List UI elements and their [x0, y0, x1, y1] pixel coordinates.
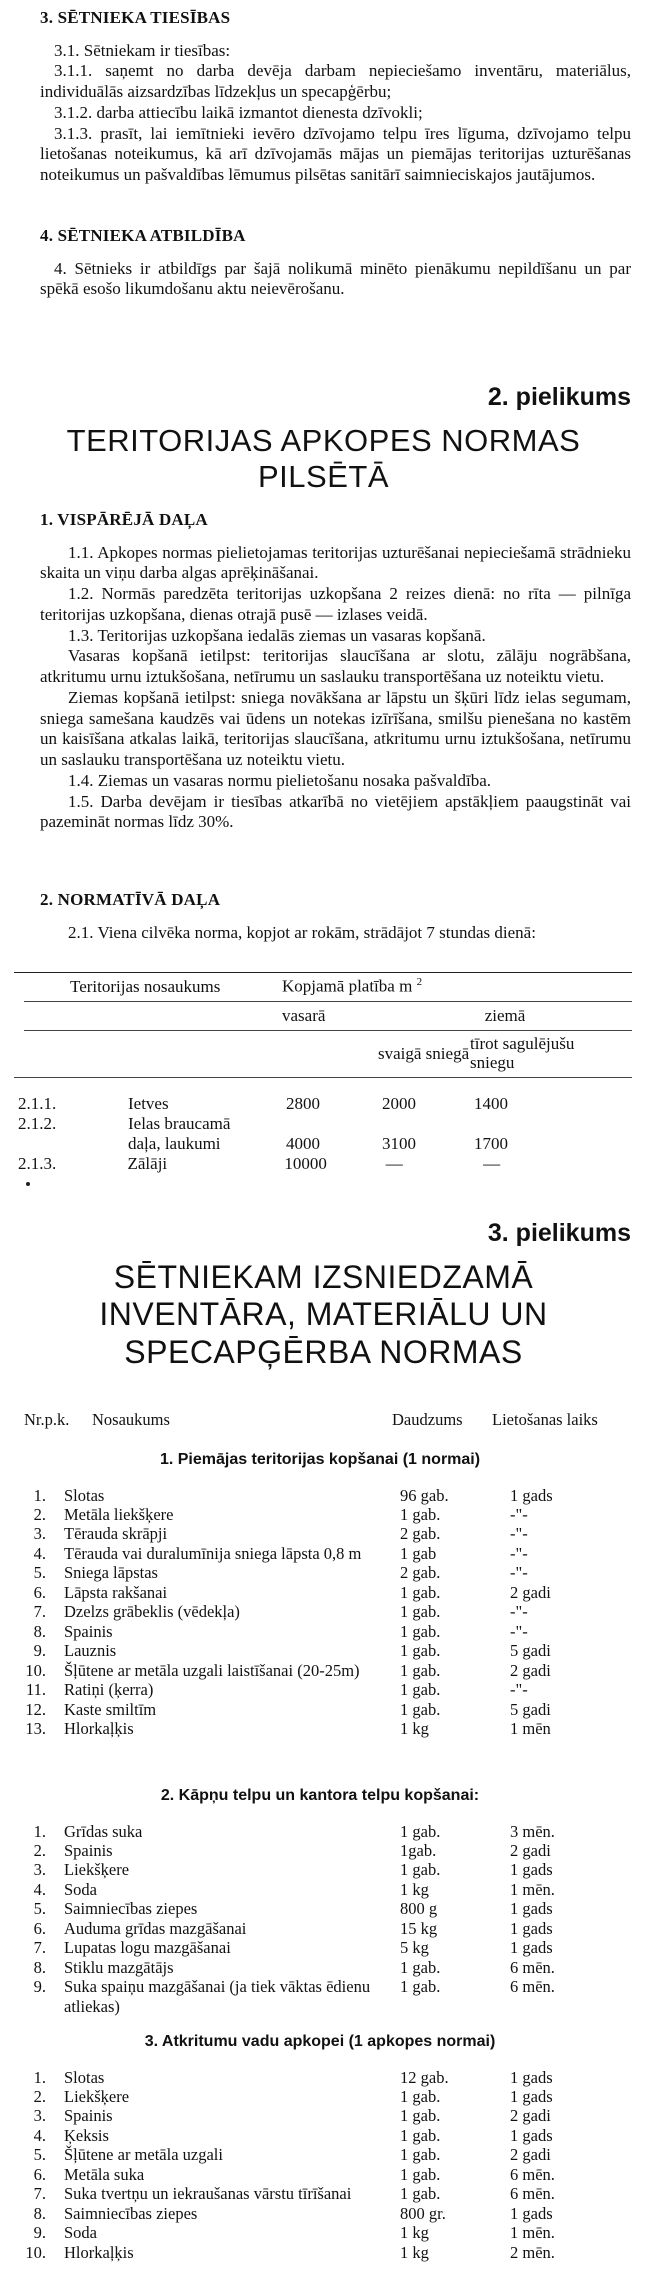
- inventory-row: [10, 2223, 630, 2242]
- item-no: 9.: [33, 1641, 46, 1661]
- item-name: Hlorkaļķis: [64, 2242, 134, 2262]
- item-qty: 1 kg: [400, 2223, 429, 2243]
- row-no: 2.1.1.: [18, 1094, 57, 1113]
- item-name: Auduma grīdas mazgāšanai: [64, 1918, 247, 1938]
- col-name: Nosaukums: [92, 1410, 170, 1429]
- item-qty: 1 kg: [400, 2242, 429, 2262]
- item-life: 1 gads: [510, 2067, 553, 2087]
- row-name: Zālāji: [127, 1154, 168, 1174]
- item-life: 1 mēn.: [510, 1879, 555, 1899]
- item-qty: 800 g: [400, 1899, 438, 1919]
- item-qty: 1 gab.: [400, 1602, 441, 1622]
- sec4-text: 4. Sētnieks ir atbildīgs par šajā nolikumā minēto pienākumu nepildīšanu un par spēkā esošo likumdošanu aktu neievērošanu.: [40, 258, 631, 299]
- item-name: Liekšķere: [64, 2086, 130, 2106]
- item-no: 8.: [33, 1621, 46, 1641]
- item-no: 7.: [33, 1602, 46, 1622]
- part-2-intro: 2.1. Viena cilvēka norma, kopjot ar rokām, strādājot 7 stundas dienā:: [68, 922, 536, 942]
- item-life: 1 gads: [510, 1899, 553, 1919]
- col-fresh-snow: svaigā sniegā: [378, 1043, 470, 1063]
- inventory-row: [10, 1919, 630, 1938]
- item-name: Spainis: [64, 2106, 113, 2126]
- col-no: Nr.p.k.: [24, 1410, 70, 1429]
- row-name: Ietves: [128, 1094, 169, 1113]
- item-name: Dzelzs grābeklis (vēdekļa): [64, 1602, 240, 1622]
- item-qty: 1 gab.: [400, 1977, 441, 1997]
- item-life: 1 gads: [510, 2086, 553, 2106]
- item-life: 1 mēn: [510, 1719, 551, 1739]
- item-name: Spainis: [64, 1621, 113, 1641]
- inventory-row: [10, 1880, 630, 1899]
- item-life: 5 gadi: [510, 1641, 551, 1661]
- col-qty: Daudzums: [392, 1410, 463, 1429]
- inventory-row: [10, 1841, 630, 1860]
- item-life: 1 gads: [510, 1485, 553, 1505]
- inventory-row: [10, 1505, 630, 1524]
- item-no: 4.: [33, 1879, 46, 1899]
- item-qty: 1 gab.: [400, 2086, 441, 2106]
- item-qty: 1 gab: [400, 1543, 437, 1563]
- col-summer: vasarā: [282, 1005, 326, 1025]
- item-name: Suka spaiņu mazgāšanai (ja tiek vāktas ēdienu atliekas): [64, 1977, 371, 2016]
- table-row: [14, 1114, 632, 1154]
- item-name: Ratiņi (ķerra): [64, 1680, 154, 1700]
- item-qty: 1 gab.: [400, 1660, 441, 1680]
- item-qty: 1 gab.: [400, 1821, 441, 1841]
- col-area-label: Kopjamā platība m: [282, 976, 413, 996]
- item-life: 1 mēn.: [510, 2223, 555, 2243]
- item-no: 7.: [33, 2184, 46, 2204]
- item-qty: 1 gab.: [400, 1621, 441, 1641]
- item-life: 2 gadi: [510, 1582, 551, 1602]
- item-qty: 2 gab.: [400, 1524, 441, 1544]
- item-name: Metāla liekšķere: [64, 1504, 174, 1524]
- item-no: 2.: [33, 2086, 46, 2106]
- inventory-row: [10, 2184, 630, 2203]
- item-no: 8.: [33, 1957, 46, 1977]
- item-name: Saimniecības ziepes: [64, 2203, 198, 2223]
- item-no: 9.: [33, 1977, 46, 1997]
- item-name: Slotas: [64, 2067, 105, 2087]
- item-qty: 1 gab.: [400, 1680, 441, 1700]
- row-no: 2.1.2.: [18, 1114, 57, 1134]
- group-3-title: 3. Atkritumu vadu apkopei (1 apkopes normai): [144, 2033, 496, 2050]
- item-life: 1 gads: [510, 1860, 553, 1880]
- appendix-2-title-line-1: TERITORIJAS APKOPES NORMAS: [66, 422, 581, 458]
- item-no: 3.: [33, 1860, 46, 1880]
- item-name: Ķeksis: [64, 2125, 109, 2145]
- inventory-row: [10, 1661, 630, 1680]
- group-2-table: [10, 1822, 630, 2017]
- part-1-para-4: Vasaras kopšanā ietilpst: teritorijas slaucīšana ar slotu, zālāju nogrābšana, atkritumu urnu iztukšošana, netīrumu un saslauku transportēšana uz noteiktu vietu.: [40, 646, 631, 687]
- item-life: -"-: [510, 1602, 528, 1622]
- item-no: 10.: [25, 1660, 46, 1680]
- item-life: 3 mēn.: [510, 1821, 555, 1841]
- item-qty: 1 kg: [400, 1879, 429, 1899]
- item-life: 6 mēn.: [510, 1957, 555, 1977]
- item-qty: 2 gab.: [400, 1563, 441, 1583]
- inventory-group-2: [10, 1786, 630, 2016]
- item-qty: 1 gab.: [400, 1504, 441, 1524]
- item-name: Stiklu mazgātājs: [64, 1957, 174, 1977]
- inventory-row: [10, 1860, 630, 1879]
- group-2-title: 2. Kāpņu telpu un kantora telpu kopšanai:: [160, 1787, 480, 1804]
- appendix-2-part-2: [40, 890, 631, 943]
- item-no: 12.: [25, 1699, 46, 1719]
- inventory-row: [10, 1486, 630, 1505]
- item-life: 2 gadi: [510, 1660, 551, 1680]
- appendix-2-label: 2. pielikums: [487, 383, 631, 411]
- item-qty: 1 gab.: [400, 1641, 441, 1661]
- item-qty: 5 kg: [400, 1938, 429, 1958]
- part-1-para-6: 1.4. Ziemas un vasaras normu pielietošanu nosaka pašvaldība.: [68, 770, 491, 790]
- group-3-table: [10, 2068, 630, 2263]
- item-qty: 96 gab.: [400, 1485, 449, 1505]
- appendix-3-label: 3. pielikums: [487, 1219, 631, 1247]
- sec3-line-2: 3.1.1. saņemt no darba devēja darbam nepieciešamo inventāru, materiālus, individuālās aizsardzības līdzekļus un specapģērbu;: [40, 61, 631, 102]
- part-2-heading: 2. NORMATĪVĀ DAĻA: [40, 890, 221, 909]
- inventory-row: [10, 1700, 630, 1719]
- part-1-para-5: Ziemas kopšanā ietilpst: sniega novākšana ar lāpstu un šķūri līdz ielas segumam, sniega samešana kaudzēs vai ūdens un notekas izīrīšana, smilšu pienešana no kastēm un kaisīšana atkalas laikā, teritorijas slaucīšana, atkritumu urnu iztukšošana, netīrumu un saslauku transportēšana uz noteiktu vietu.: [40, 687, 631, 770]
- item-name: Lupatas logu mazgāšanai: [64, 1938, 231, 1958]
- table-row: [14, 1154, 632, 1174]
- item-no: 2.: [33, 1840, 46, 1860]
- inventory-row: [10, 1958, 630, 1977]
- inventory-row: [10, 1680, 630, 1699]
- item-life: -"-: [510, 1524, 528, 1544]
- item-no: 6.: [33, 1918, 46, 1938]
- item-name: Šļūtene ar metāla uzgali laistīšanai (20-25m): [64, 1660, 360, 1680]
- item-life: 2 gadi: [510, 2145, 551, 2165]
- item-no: 6.: [33, 2164, 46, 2184]
- item-no: 10.: [25, 2242, 46, 2262]
- item-qty: 800 gr.: [400, 2203, 446, 2223]
- item-name: Lauznis: [64, 1641, 117, 1661]
- item-name: Spainis: [64, 1840, 113, 1860]
- item-no: 2.: [33, 1504, 46, 1524]
- part-1-heading: 1. VISPĀRĒJĀ DAĻA: [40, 510, 208, 529]
- inventory-row: [10, 1719, 630, 1738]
- inventory-row: [10, 2204, 630, 2223]
- item-life: 2 gadi: [510, 2106, 551, 2126]
- item-life: 1 gads: [510, 1918, 553, 1938]
- row-no: 2.1.3.: [18, 1154, 57, 1174]
- section-3-heading: 3. SĒTNIEKA TIESĪBAS: [40, 8, 231, 27]
- appendix-2-title-line-2: PILSĒTĀ: [258, 459, 389, 495]
- item-no: 3.: [33, 1524, 46, 1544]
- item-no: 1.: [33, 2067, 46, 2087]
- stray-mark: [26, 1182, 30, 1186]
- col-winter: ziemā: [484, 1005, 526, 1025]
- item-name: Kaste smiltīm: [64, 1699, 157, 1719]
- part-1-para-2: 1.2. Normās paredzēta teritorijas uzkopšana 2 reizes dienā: no rīta — pilnīga teritorijas uzkopšana, dienas otrajā pusē — izlases veidā.: [40, 584, 631, 624]
- item-qty: 1 gab.: [400, 1957, 441, 1977]
- item-name: Soda: [64, 1879, 97, 1899]
- item-no: 3.: [33, 2106, 46, 2126]
- item-qty: 1 gab.: [400, 1699, 441, 1719]
- section-4: [40, 226, 631, 300]
- sec3-line-4: 3.1.3. prasīt, lai iemītnieki ievēro dzīvojamo telpu īres līguma, dzīvojamo telpu lietošanas noteikumus, kā arī dzīvojamās mājas un piemājas teritorijas uzturēšanas noteikumus un pašvaldības lēmumus pilsētas sanitārī saimnieciskajos jautājumos.: [40, 123, 631, 185]
- table-row: [14, 1094, 632, 1114]
- item-name: Tērauda vai duralumīnija sniega lāpsta 0,8 m: [64, 1543, 362, 1563]
- item-life: 1 gads: [510, 2125, 553, 2145]
- item-life: 2 gadi: [510, 1840, 551, 1860]
- inventory-row: [10, 1938, 630, 1957]
- item-name: Hlorkaļķis: [64, 1719, 134, 1739]
- item-name: Sniega lāpstas: [64, 1563, 158, 1583]
- item-life: 1 gads: [510, 1938, 553, 1958]
- group-1-table: [10, 1486, 630, 1739]
- inventory-row: [10, 1563, 630, 1582]
- item-life: 6 mēn.: [510, 2164, 555, 2184]
- item-qty: 12 gab.: [400, 2067, 449, 2087]
- part-1-para-3: 1.3. Teritorijas uzkopšana iedalās ziemas un vasaras kopšanā.: [68, 625, 486, 645]
- item-qty: 1gab.: [400, 1840, 437, 1860]
- item-no: 5.: [33, 2145, 46, 2165]
- row-packed: —: [483, 1154, 501, 1174]
- inventory-row: [10, 1822, 630, 1841]
- col-territory-name: Teritorijas nosaukums: [70, 976, 221, 996]
- inventory-row: [10, 1583, 630, 1602]
- item-life: 5 gadi: [510, 1699, 551, 1719]
- appendix-2: [16, 382, 631, 496]
- inventory-row: [10, 1899, 630, 1918]
- row-summer: 4000: [286, 1134, 320, 1154]
- inventory-row: [10, 2087, 630, 2106]
- item-name: Slotas: [64, 1485, 105, 1505]
- item-no: 5.: [33, 1563, 46, 1583]
- appendix-2-part-1: [40, 510, 631, 833]
- item-qty: 1 kg: [400, 1719, 429, 1739]
- item-name: Liekšķere: [64, 1860, 130, 1880]
- item-no: 1.: [33, 1821, 46, 1841]
- item-life: 6 mēn.: [510, 2184, 555, 2204]
- appendix-3: [16, 1218, 631, 1372]
- item-life: -"-: [510, 1621, 528, 1641]
- row-summer: 2800: [286, 1094, 320, 1113]
- inventory-row: [10, 1977, 630, 2016]
- item-qty: 1 gab.: [400, 1582, 441, 1602]
- row-packed: 1400: [474, 1094, 508, 1113]
- sec3-line-1: 3.1. Sētniekam ir tiesības:: [54, 40, 231, 60]
- appendix-3-title-line-2: INVENTĀRA, MATERIĀLU UN: [99, 1296, 548, 1333]
- col-packed-snow: tīrot sagulējušu sniegu: [470, 1034, 575, 1072]
- item-no: 9.: [33, 2223, 46, 2243]
- item-no: 5.: [33, 1899, 46, 1919]
- inventory-row: [10, 1544, 630, 1563]
- inventory-row: [10, 1524, 630, 1543]
- item-name: Tērauda skrāpji: [64, 1524, 168, 1544]
- item-no: 4.: [33, 2125, 46, 2145]
- item-qty: 1 gab.: [400, 2145, 441, 2165]
- col-area: [282, 976, 422, 997]
- item-name: Šļūtene ar metāla uzgali: [64, 2145, 223, 2165]
- inventory-row: [10, 2145, 630, 2164]
- item-no: 4.: [33, 1543, 46, 1563]
- item-no: 13.: [25, 1719, 46, 1739]
- item-qty: 1 gab.: [400, 2125, 441, 2145]
- item-no: 6.: [33, 1582, 46, 1602]
- item-name: Suka tvertņu un iekraušanas vārstu tīrīšanai: [64, 2184, 352, 2204]
- item-no: 8.: [33, 2203, 46, 2223]
- item-name: Saimniecības ziepes: [64, 1899, 198, 1919]
- item-name: Soda: [64, 2223, 97, 2243]
- inventory-group-3: [10, 2032, 630, 2262]
- inventory-row: [10, 2068, 630, 2087]
- inventory-row: [10, 1602, 630, 1621]
- item-life: -"-: [510, 1543, 528, 1563]
- row-fresh: 3100: [382, 1134, 416, 1154]
- group-1-title: 1. Piemājas teritorijas kopšanai (1 normai): [159, 1451, 481, 1468]
- item-qty: 1 gab.: [400, 2184, 441, 2204]
- part-1-para-7: 1.5. Darba devējam ir tiesības atkarībā no vietējiem apstākļiem paaugstināt vai pazemināt normas līdz 30%.: [40, 791, 631, 832]
- appendix-3-title-line-3: SPECAPĢĒRBA NORMAS: [124, 1334, 523, 1370]
- inventory-row: [10, 1622, 630, 1641]
- row-name: Ielas braucamā daļa, laukumi: [128, 1114, 231, 1154]
- item-qty: 1 gab.: [400, 2164, 441, 2184]
- item-life: -"-: [510, 1563, 528, 1583]
- item-qty: 1 gab.: [400, 2106, 441, 2126]
- item-qty: 15 kg: [400, 1918, 438, 1938]
- row-fresh: —: [385, 1154, 403, 1174]
- inventory-row: [10, 2126, 630, 2145]
- sec3-line-3: 3.1.2. darba attiecību laikā izmantot dienesta dzīvokli;: [54, 102, 423, 122]
- item-life: 2 mēn.: [510, 2242, 555, 2262]
- part-1-para-1: 1.1. Apkopes normas pielietojamas teritorijas uzturēšanai nepieciešamā strādnieku skaita un viņu darba algas aprēķināšanai.: [40, 542, 631, 583]
- section-3: [40, 8, 631, 186]
- item-life: -"-: [510, 1504, 528, 1524]
- inventory-row: [10, 2165, 630, 2184]
- norms-table: [14, 972, 632, 1174]
- item-no: 7.: [33, 1938, 46, 1958]
- inventory-row: [10, 2106, 630, 2125]
- item-life: 1 gads: [510, 2203, 553, 2223]
- item-name: Lāpsta rakšanai: [64, 1582, 168, 1602]
- item-name: Grīdas suka: [64, 1821, 143, 1841]
- appendix-3-title-line-1: SĒTNIEKAM IZSNIEDZAMĀ: [113, 1258, 534, 1295]
- item-name: Metāla suka: [64, 2164, 145, 2184]
- item-life: 6 mēn.: [510, 1977, 555, 1997]
- item-life: -"-: [510, 1680, 528, 1700]
- section-4-heading: 4. SĒTNIEKA ATBILDĪBA: [40, 226, 246, 245]
- item-no: 11.: [25, 1680, 46, 1700]
- col-area-sup: 2: [416, 976, 423, 989]
- item-qty: 1 gab.: [400, 1860, 441, 1880]
- inventory-row: [10, 1641, 630, 1660]
- row-packed: 1700: [474, 1134, 508, 1154]
- item-no: 1.: [33, 1485, 46, 1505]
- inventory-row: [10, 2243, 630, 2262]
- inventory-group-1: [10, 1450, 630, 1739]
- row-summer: 10000: [284, 1154, 327, 1174]
- col-life: Lietošanas laiks: [492, 1410, 598, 1429]
- row-fresh: 2000: [382, 1094, 416, 1113]
